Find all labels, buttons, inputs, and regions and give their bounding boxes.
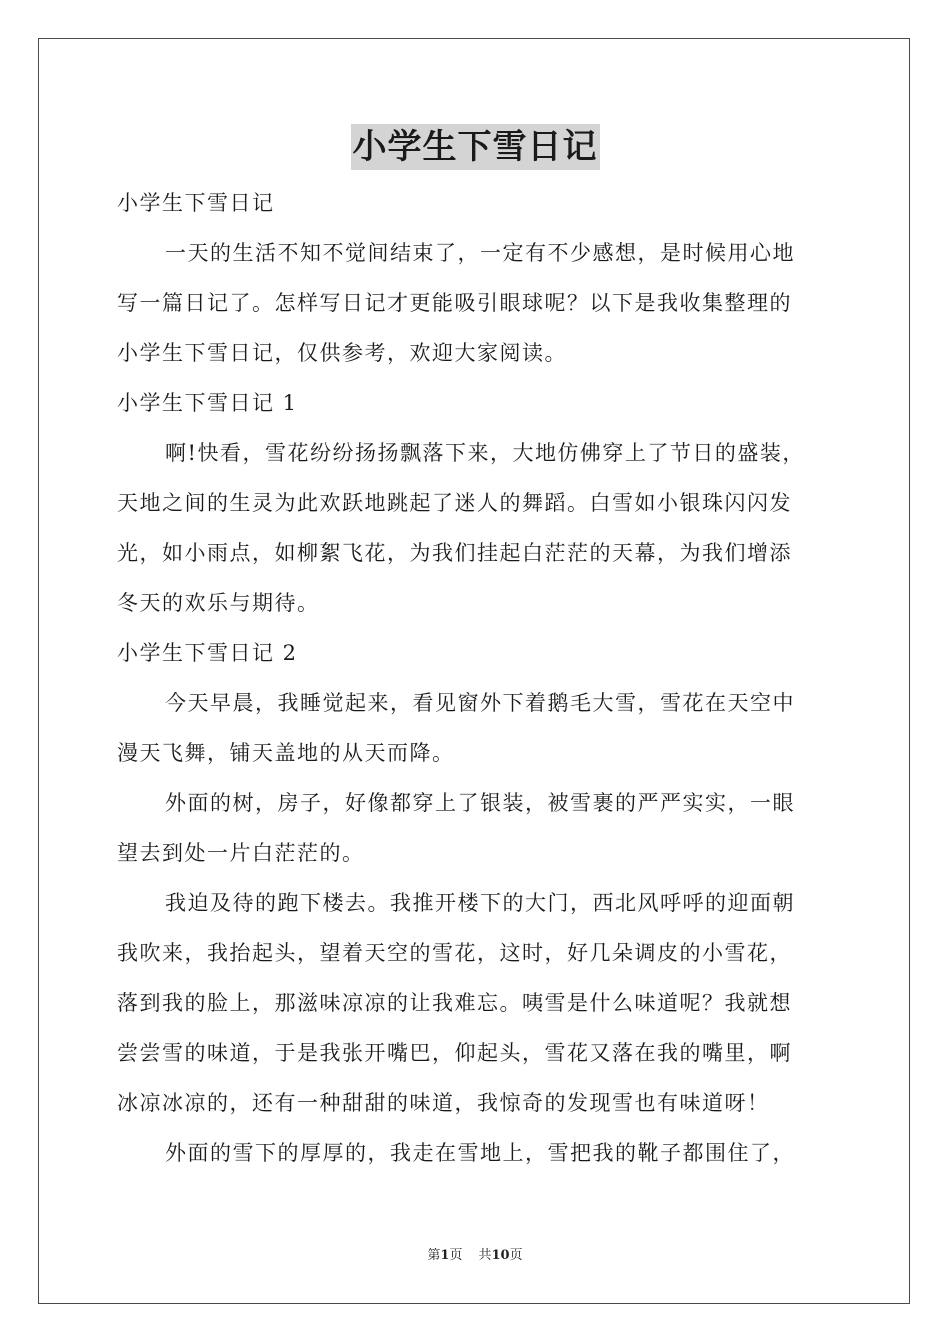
text-line: 天地之间的生灵为此欢跃地跳起了迷人的舞蹈。白雪如小银珠闪闪发: [117, 491, 792, 515]
text-line: 小学生下雪日记，仅供参考，欢迎大家阅读。: [117, 341, 567, 365]
text-line: 冰凉冰凉的，还有一种甜甜的味道，我惊奇的发现雪也有味道呀！: [117, 1091, 770, 1115]
text-line: 一天的生活不知不觉间结束了，一定有不少感想，是时候用心地: [165, 241, 795, 265]
text-line: 啊!快看，雪花纷纷扬扬飘落下来，大地仿佛穿上了节日的盛装，: [165, 441, 805, 465]
text-line: 我吹来，我抬起头，望着天空的雪花，这时，好几朵调皮的小雪花，: [117, 941, 792, 965]
title-container: [0, 124, 950, 170]
text-line: 外面的树，房子，好像都穿上了银装，被雪裹的严严实实，一眼: [165, 791, 795, 815]
total-prefix: 共: [478, 1248, 492, 1263]
page-suffix: 页: [449, 1248, 463, 1263]
total-pages: 10: [491, 1248, 510, 1263]
text-line: 外面的雪下的厚厚的，我走在雪地上，雪把我的靴子都围住了，: [165, 1141, 795, 1165]
text-line: 今天早晨，我睡觉起来，看见窗外下着鹅毛大雪，雪花在天空中: [165, 691, 795, 715]
text-line: 光，如小雨点，如柳絮飞花，为我们挂起白茫茫的天幕，为我们增添: [117, 541, 792, 565]
text-line: 落到我的脸上，那滋味凉凉的让我难忘。咦雪是什么味道呢？我就想: [117, 991, 792, 1015]
text-line: 尝尝雪的味道，于是我张开嘴巴，仰起头，雪花又落在我的嘴里，啊: [117, 1041, 792, 1065]
text-line: 漫天飞舞，铺天盖地的从天而降。: [117, 741, 455, 765]
document-title: 小学生下雪日记: [351, 124, 600, 170]
text-line: 冬天的欢乐与期待。: [117, 591, 320, 615]
text-line: 小学生下雪日记: [117, 191, 275, 215]
text-line: 写一篇日记了。怎样写日记才更能吸引眼球呢？以下是我收集整理的: [117, 291, 792, 315]
text-line: 小学生下雪日记 2: [117, 641, 298, 665]
text-line: 望去到处一片白茫茫的。: [117, 841, 365, 865]
text-line: 我迫及待的跑下楼去。我推开楼下的大门，西北风呼呼的迎面朝: [165, 891, 795, 915]
page-number: 1: [440, 1248, 450, 1263]
document-body: [117, 178, 837, 1178]
text-line: 小学生下雪日记 1: [117, 391, 298, 415]
page-prefix: 第: [427, 1248, 441, 1263]
page-footer: [0, 1244, 950, 1263]
total-suffix: 页: [509, 1248, 523, 1263]
